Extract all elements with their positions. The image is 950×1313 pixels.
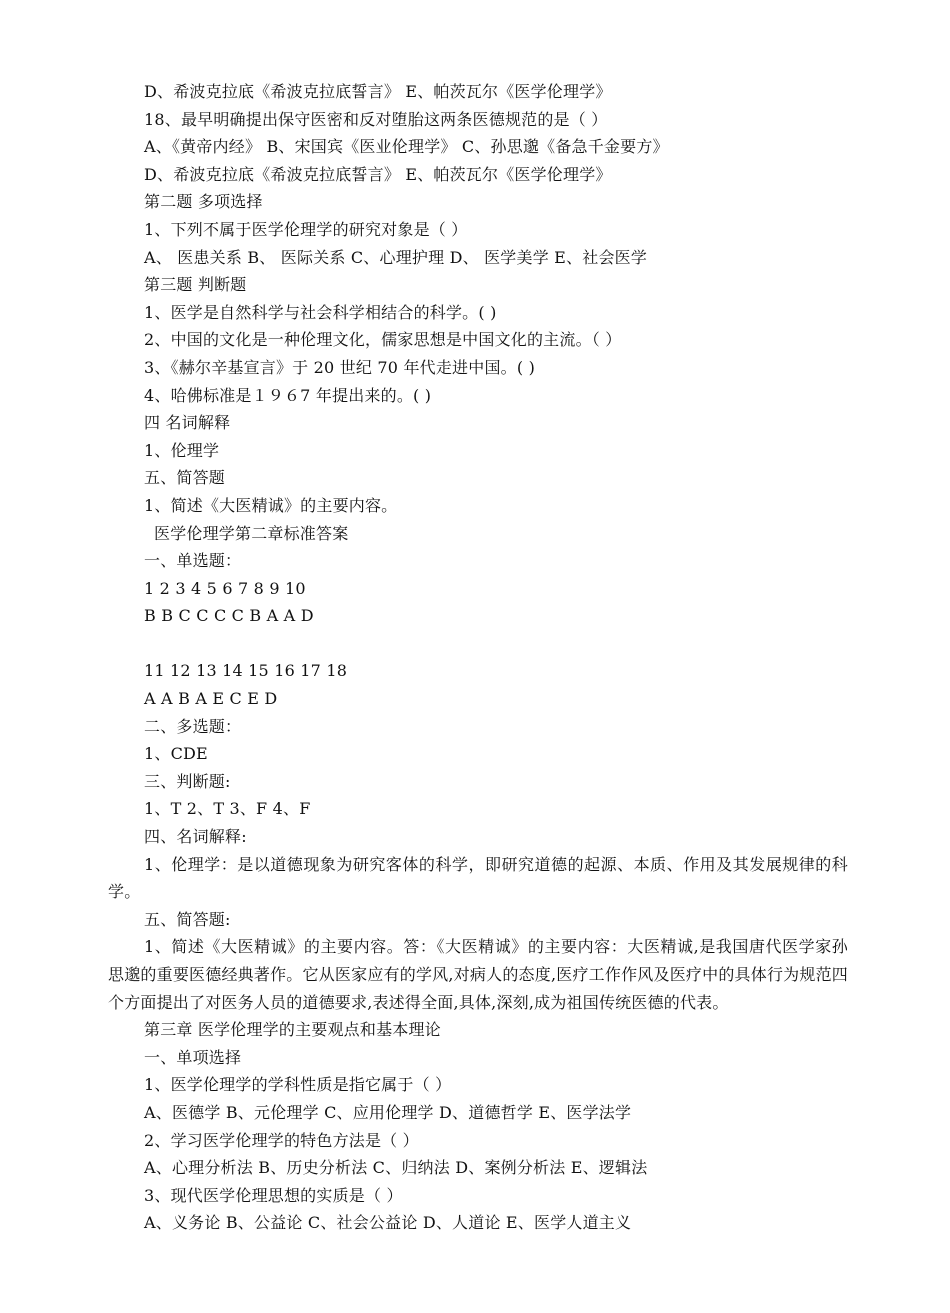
answer-numbers: 11 12 13 14 15 16 17 18 <box>144 661 348 681</box>
question-line: 2、中国的文化是一种伦理文化，儒家思想是中国文化的主流。（ ） <box>144 330 622 350</box>
section-heading: 第二题 多项选择 <box>144 192 263 212</box>
question-18: 18、最早明确提出保守医密和反对堕胎这两条医德规范的是（ ） <box>144 109 608 129</box>
short-answer-paragraph: 1、简述《大医精诚》的主要内容。答：《大医精诚》的主要内容：大医精诚,是我国唐代医学家孙思邈的重要医德经典著作。它从医家应有的学风,对病人的态度,医疗工作作风及医疗中的具体行为规范四个方面提出了对医务人员的道德要求,表述得全面,具体,深刻,成为祖国传统医德的代表。 <box>108 937 848 1012</box>
question-line: 1、医学伦理学的学科性质是指它属于（ ） <box>144 1075 452 1095</box>
options-line: A、医德学 B、元伦理学 C、应用伦理学 D、道德哲学 E、医学法学 <box>144 1102 632 1122</box>
answer-line: 1、T 2、T 3、F 4、F <box>144 799 311 819</box>
options-line: A、《黄帝内经》 B、宋国宾《医业伦理学》 C、孙思邈《备急千金要方》 <box>144 137 669 157</box>
question-line: 4、哈佛标准是１９６7 年提出来的。( ) <box>144 385 432 405</box>
section-heading: 二、多选题： <box>144 716 242 736</box>
section-heading: 一、单选题： <box>144 551 242 571</box>
chapter-heading: 第三章 医学伦理学的主要观点和基本理论 <box>144 1020 441 1040</box>
text-line: D、希波克拉底《希波克拉底誓言》 E、帕茨瓦尔《医学伦理学》 <box>144 82 612 101</box>
section-heading: 三、判断题: <box>144 771 231 791</box>
section-heading: 一、单项选择 <box>144 1047 242 1067</box>
section-heading: 四、名词解释: <box>144 827 247 847</box>
options-line: D、希波克拉底《希波克拉底誓言》 E、帕茨瓦尔《医学伦理学》 <box>144 164 612 184</box>
question-line: 3、现代医学伦理思想的实质是（ ） <box>144 1185 403 1205</box>
options-line: A、 医患关系 B、 医际关系 C、心理护理 D、 医学美学 E、社会医学 <box>144 247 648 267</box>
options-line: A、心理分析法 B、历史分析法 C、归纳法 D、案例分析法 E、逻辑法 <box>144 1158 648 1178</box>
question-line: 1、简述《大医精诚》的主要内容。 <box>144 495 398 515</box>
answer-letters: A A B A E C E D <box>144 689 278 709</box>
options-line: A、义务论 B、公益论 C、社会公益论 D、人道论 E、医学人道主义 <box>144 1213 632 1233</box>
answer-line: 1、CDE <box>144 744 208 764</box>
section-heading: 第三题 判断题 <box>144 275 247 295</box>
document-body <box>108 78 848 1237</box>
question-line: 1、伦理学 <box>144 440 220 460</box>
section-heading: 四 名词解释 <box>144 413 231 433</box>
answer-letters: B B C C C C B A A D <box>144 606 314 626</box>
section-heading: 五、简答题 <box>144 468 226 488</box>
blank-line <box>108 630 848 658</box>
question-line: 1、医学是自然科学与社会科学相结合的科学。( ) <box>144 302 497 322</box>
question-line: 1、下列不属于医学伦理学的研究对象是（ ） <box>144 219 468 239</box>
answer-numbers: 1 2 3 4 5 6 7 8 9 10 <box>144 578 306 598</box>
section-heading: 五、简答题: <box>144 909 231 929</box>
answer-key-title: 医学伦理学第二章标准答案 <box>154 523 349 543</box>
question-line: 2、学习医学伦理学的特色方法是（ ） <box>144 1130 419 1150</box>
definition-paragraph: 1、伦理学：是以道德现象为研究客体的科学，即研究道德的起源、本质、作用及其发展规律的科学。 <box>108 854 848 902</box>
question-line: 3、《赫尔辛基宣言》于 20 世纪 70 年代走进中国。( ) <box>144 357 536 377</box>
